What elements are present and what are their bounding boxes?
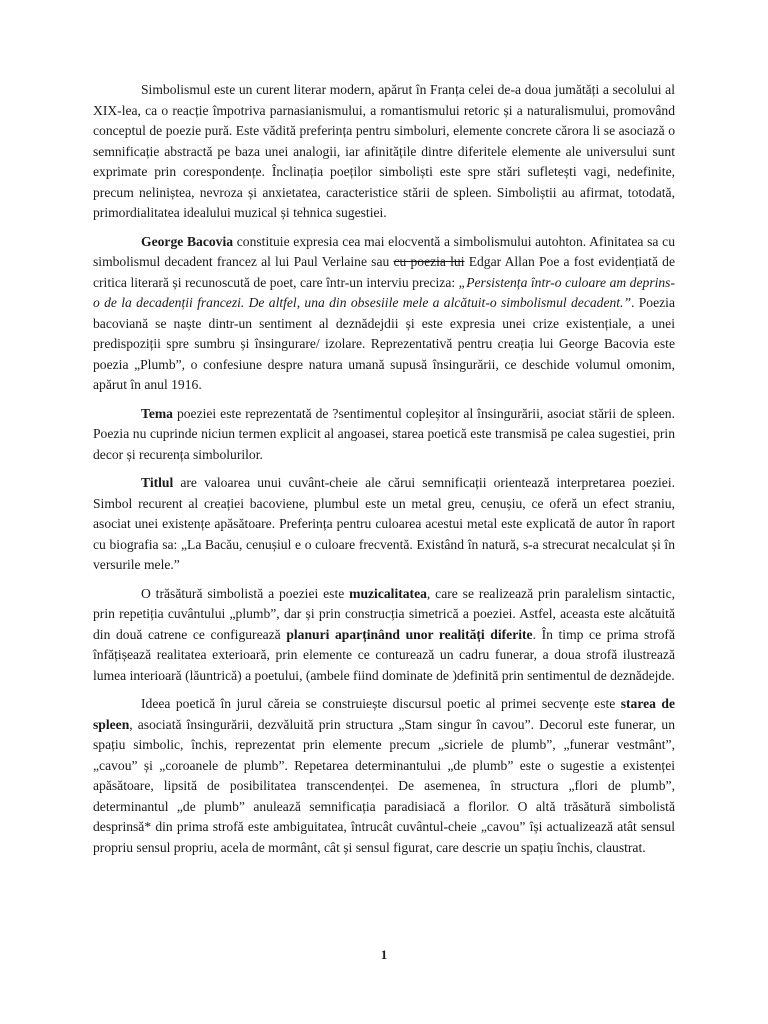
text-run: poeziei este reprezentată de ?sentimentul copleșitor al însingurării, asociat stării de spleen. Poezia nu cuprinde niciun termen explicit al angoasei, starea poetică este transmisă pe calea sugestiei, prin decor și recurența simbolurilor. <box>93 405 675 462</box>
text-run: . Poezia bacoviană se naște dintr-un sentiment al deznădejdii și este expresia unei crize existențiale, a unei predispoziții spre sumbru și însingurare/ izolare. Reprezentativă pentru creația lui George Bacovia este poezia „Plumb”, o confesiune despre natura umană supusă însingurării, ce deschide volumul omonim, apărut în anul 1916. <box>93 295 675 392</box>
heading-word-titlul: Titlul <box>141 475 174 490</box>
bold-term-muzicalitatea: muzicalitatea <box>349 585 427 601</box>
paragraph-george-bacovia <box>93 232 675 396</box>
text-run: are valoarea unui cuvânt-cheie ale cărui semnificații orientează interpretarea poeziei. Simbol recurent al creației bacoviene, plumbul este un metal greu, cenușiu, ce oferă un efect straniu, asociat unei existențe apăsătoare. Preferința pentru culoarea acestui metal este explicată de autor în raport cu biografia sa: „La Bacău, cenușiul e o culoare frecventă. Existând în natură, s-a strecurat necalculat și în versurile mele.” <box>93 475 675 572</box>
paragraph-titlul <box>93 473 675 576</box>
text-run: . În timp ce prima strofă înfățișează realitatea exterioară, prin elemente ce conturează un cadru funerar, a doua strofă ilustrează lumea interioară (lăuntrică) a poetului, (ambele fiind dominate de )definită prin sentimentul de deznădejde. <box>93 626 675 683</box>
strikethrough-text: cu poezia lui <box>393 254 465 269</box>
heading-word-tema: Tema <box>141 405 173 421</box>
bold-term-spleen: starea de spleen <box>93 696 675 732</box>
page-number: 1 <box>380 947 388 962</box>
bold-term-planuri: planuri aparținând unor realități diferite <box>286 626 533 642</box>
quote-italic: „Persistența într-o culoare am deprins-o de la decadenții francezi. De altfel, una din obsesiile mele a alcătuit-o simbolismul decadent.” <box>93 274 675 310</box>
author-name-bold: George Bacovia <box>141 233 234 249</box>
text-run: O trăsătură simbolistă a poeziei este <box>141 585 350 601</box>
paragraph-muzicalitatea <box>93 584 675 687</box>
document-body <box>93 80 675 866</box>
text-run: constituie expresia cea mai elocventă a simbolismului autohton. Afinitatea sa cu simbolismul decadent francez al lui Paul Verlaine sau <box>93 233 675 269</box>
text-run: Ideea poetică în jurul căreia se construiește discursul poetic al primei secvențe este <box>141 696 621 711</box>
paragraph-tema <box>93 404 675 466</box>
text-run: Simbolismul este un curent literar modern, apărut în Franța celei de-a doua jumătăți a secolului al XIX-lea, ca o reacție împotriva parnasianismului, a romantismului retoric și a naturalismului, promovând conceptul de poezie pură. Este vădită preferința pentru simboluri, elemente concrete cărora li se asociază o semnificație abstractă pe baza unei analogii, iar afinitățile dintre diferitele elemente ale universului sunt exprimate prin corespondențe. Înclinația poeților simboliști este spre stări sufletești vagi, nedefinite, precum neliniștea, nevroza și anxietatea, caracteristice stării de spleen. Simboliștii au afirmat, totodată, primordialitatea idealului muzical și tehnica sugestiei. <box>93 82 675 220</box>
text-run: , care se realizează prin paralelism sintactic, prin repetiția cuvântului „plumb”, dar și prin construcția simetrică a poeziei. Astfel, aceasta este alcătuită din două catrene ce configurează <box>93 585 675 642</box>
paragraph-intro-symbolism <box>93 80 675 224</box>
text-run: , asociată însingurării, dezvăluită prin structura „Stam singur în cavou”. Decorul este funerar, un spațiu simbolic, închis, reprezentat prin elemente precum „sicriele de plumb”, „funerar vestmânt”, „cavou” și „coroanele de plumb”. Repetarea determinantului „de plumb” este o sugestie a existenței apăsătoare, lipsită de posibilitatea transcendenței. De asemenea, în structura „flori de plumb”, determinantul „de plumb” anulează semnificația paradisiacă a florilor. O altă trăsătură simbolistă desprinsă* din prima strofă este ambiguitatea, întrucât cuvântul-cheie „cavou” își actualizează atât sensul propriu sensul propriu, acela de mormânt, cât și sensul figurat, care descrie un spațiu închis, claustrat. <box>93 716 675 855</box>
text-run: Edgar Allan Poe a fost evidențiată de critica literară și recunoscută de poet, care într-un interviu preciza: <box>93 254 675 290</box>
paragraph-ideea-poetica <box>93 694 675 858</box>
